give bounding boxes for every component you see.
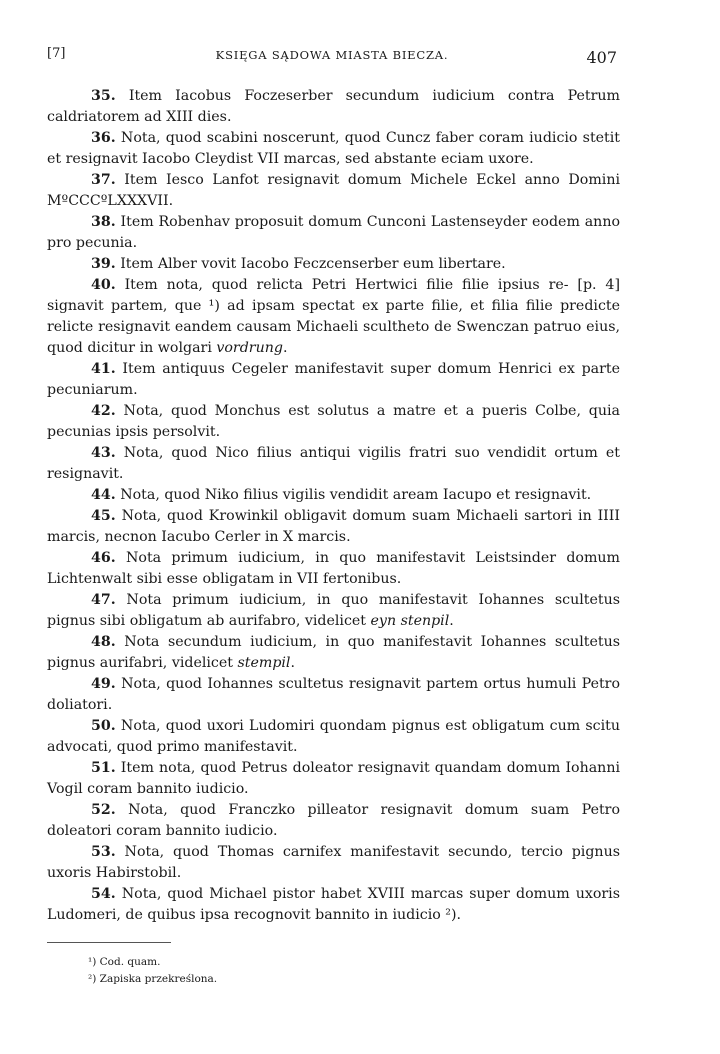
- entry: [47, 128, 620, 170]
- entry-number: 36.: [91, 130, 116, 146]
- footnote-divider: [47, 942, 171, 943]
- entry-number: 40.: [91, 277, 116, 293]
- footnote: ²) Zapiska przekreślona.: [88, 973, 218, 985]
- footnote: ¹) Cod. quam.: [88, 956, 161, 968]
- entry-number: 45.: [91, 508, 116, 524]
- entry-number: 41.: [91, 361, 116, 377]
- entry: [47, 884, 620, 926]
- folio-marker: [7]: [47, 46, 66, 61]
- entry-text: Item nota, quod relicta Petri Hertwici filie filie ipsius re- [p. 4] signavit partem, que ¹) ad ipsam spectat ex parte filie, et filia filie predicte relicte resignavit eandem causam Michaeli scultheto de Swenczan patruo eius, quod dicitur in wolgari: [47, 277, 620, 356]
- entry-text: Nota primum iudicium, in quo manifestavit Leistsinder domum Lichtenwalt sibi esse obligatam in VII fertonibus.: [47, 550, 621, 587]
- entry-tail: .: [290, 655, 295, 671]
- entry-number: 46.: [91, 550, 116, 566]
- entry-text: Nota, quod Franczko pilleator resignavit domum suam Petro doleatori coram bannito iudicio.: [47, 802, 620, 839]
- entry: [47, 86, 620, 128]
- entry-text: Item Alber vovit Iacobo Feczcenserber eum libertare.: [120, 256, 506, 272]
- entry: [47, 506, 620, 548]
- entry: [47, 275, 620, 359]
- footnotes: [88, 954, 217, 988]
- entry-tail: .: [449, 613, 454, 629]
- entry-number: 49.: [91, 676, 116, 692]
- page-number: 407: [586, 48, 617, 67]
- entry-italic-term: vordrung: [216, 340, 283, 356]
- entry: [47, 548, 620, 590]
- entry: [47, 842, 620, 884]
- entry-number: 37.: [91, 172, 116, 188]
- entry: [47, 443, 620, 485]
- entry-number: 52.: [91, 802, 116, 818]
- entry: [47, 254, 620, 275]
- entry: [47, 674, 620, 716]
- entry-text: Item antiquus Cegeler manifestavit super domum Henrici ex parte pecuniarum.: [47, 361, 620, 398]
- entry: [47, 212, 620, 254]
- entry-text: Nota primum iudicium, in quo manifestavit Iohannes scultetus pignus sibi obligatum ab aurifabro, videlicet: [47, 592, 620, 629]
- page-header: [47, 40, 617, 70]
- entry-text: Item Robenhav proposuit domum Cunconi Lastenseyder eodem anno pro pecunia.: [47, 214, 621, 251]
- entry-tail: .: [282, 340, 288, 356]
- entry: [47, 716, 620, 758]
- entry-number: 53.: [91, 844, 116, 860]
- running-title: KSIĘGA SĄDOWA MIASTA BIECZA.: [215, 48, 449, 62]
- entry-text: Nota, quod Iohannes scultetus resignavit partem ortus humuli Petro doliatori.: [47, 676, 620, 713]
- entries-list: [47, 86, 620, 926]
- entry-number: 38.: [91, 214, 116, 230]
- entry-text: Nota, quod Krowinkil obligavit domum suam Michaeli sartori in IIII marcis, necnon Iacubo Cerler in X marcis.: [47, 508, 620, 545]
- entry-number: 47.: [91, 592, 116, 608]
- entry: [47, 170, 620, 212]
- entry-text: Nota, quod Niko filius vigilis vendidit aream Iacupo et resignavit.: [120, 487, 592, 503]
- entry: [47, 632, 620, 674]
- entry-text: Nota, quod Monchus est solutus a matre et a pueris Colbe, quia pecunias ipsis persolvit.: [47, 403, 621, 440]
- entry-number: 43.: [91, 445, 116, 461]
- entry-number: 39.: [91, 256, 116, 272]
- entry-number: 48.: [91, 634, 116, 650]
- entry-text: Nota, quod Michael pistor habet XVIII marcas super domum uxoris Ludomeri, de quibus ipsa recognovit bannito in iudicio ²).: [47, 886, 620, 923]
- entry: [47, 590, 620, 632]
- entry-number: 51.: [91, 760, 116, 776]
- entry-text: Item Iesco Lanfot resignavit domum Michele Eckel anno Domini MºCCCºLXXXVII.: [47, 172, 620, 209]
- entry-text: Nota, quod Nico filius antiqui vigilis fratri suo vendidit ortum et resignavit.: [47, 445, 620, 482]
- entry-number: 54.: [91, 886, 116, 902]
- entry-number: 35.: [91, 88, 116, 104]
- entry-text: Nota secundum iudicium, in quo manifestavit Iohannes scultetus pignus aurifabri, videlicet: [47, 634, 620, 671]
- entry: [47, 401, 620, 443]
- entry-number: 44.: [91, 487, 116, 503]
- entry: [47, 485, 620, 506]
- entry: [47, 359, 620, 401]
- entry: [47, 800, 620, 842]
- entry-number: 42.: [91, 403, 116, 419]
- entry: [47, 758, 620, 800]
- entry-number: 50.: [91, 718, 116, 734]
- entry-text: Nota, quod uxori Ludomiri quondam pignus est obligatum cum scitu advocati, quod primo manifestavit.: [47, 718, 620, 755]
- entry-text: Nota, quod Thomas carnifex manifestavit secundo, tercio pignus uxoris Habirstobil.: [47, 844, 620, 881]
- entry-italic-term: stempil: [237, 655, 291, 671]
- entry-text: Item Iacobus Foczeserber secundum iudicium contra Petrum caldriatorem ad XIII dies.: [47, 88, 620, 125]
- entry-italic-term: eyn stenpil: [370, 613, 450, 629]
- entry-text: Nota, quod scabini noscerunt, quod Cuncz faber coram iudicio stetit et resignavit Iacobo Cleydist VII marcas, sed abstante eciam uxore.: [47, 130, 620, 167]
- entry-text: Item nota, quod Petrus doleator resignavit quandam domum Iohanni Vogil coram bannito iudicio.: [47, 760, 620, 797]
